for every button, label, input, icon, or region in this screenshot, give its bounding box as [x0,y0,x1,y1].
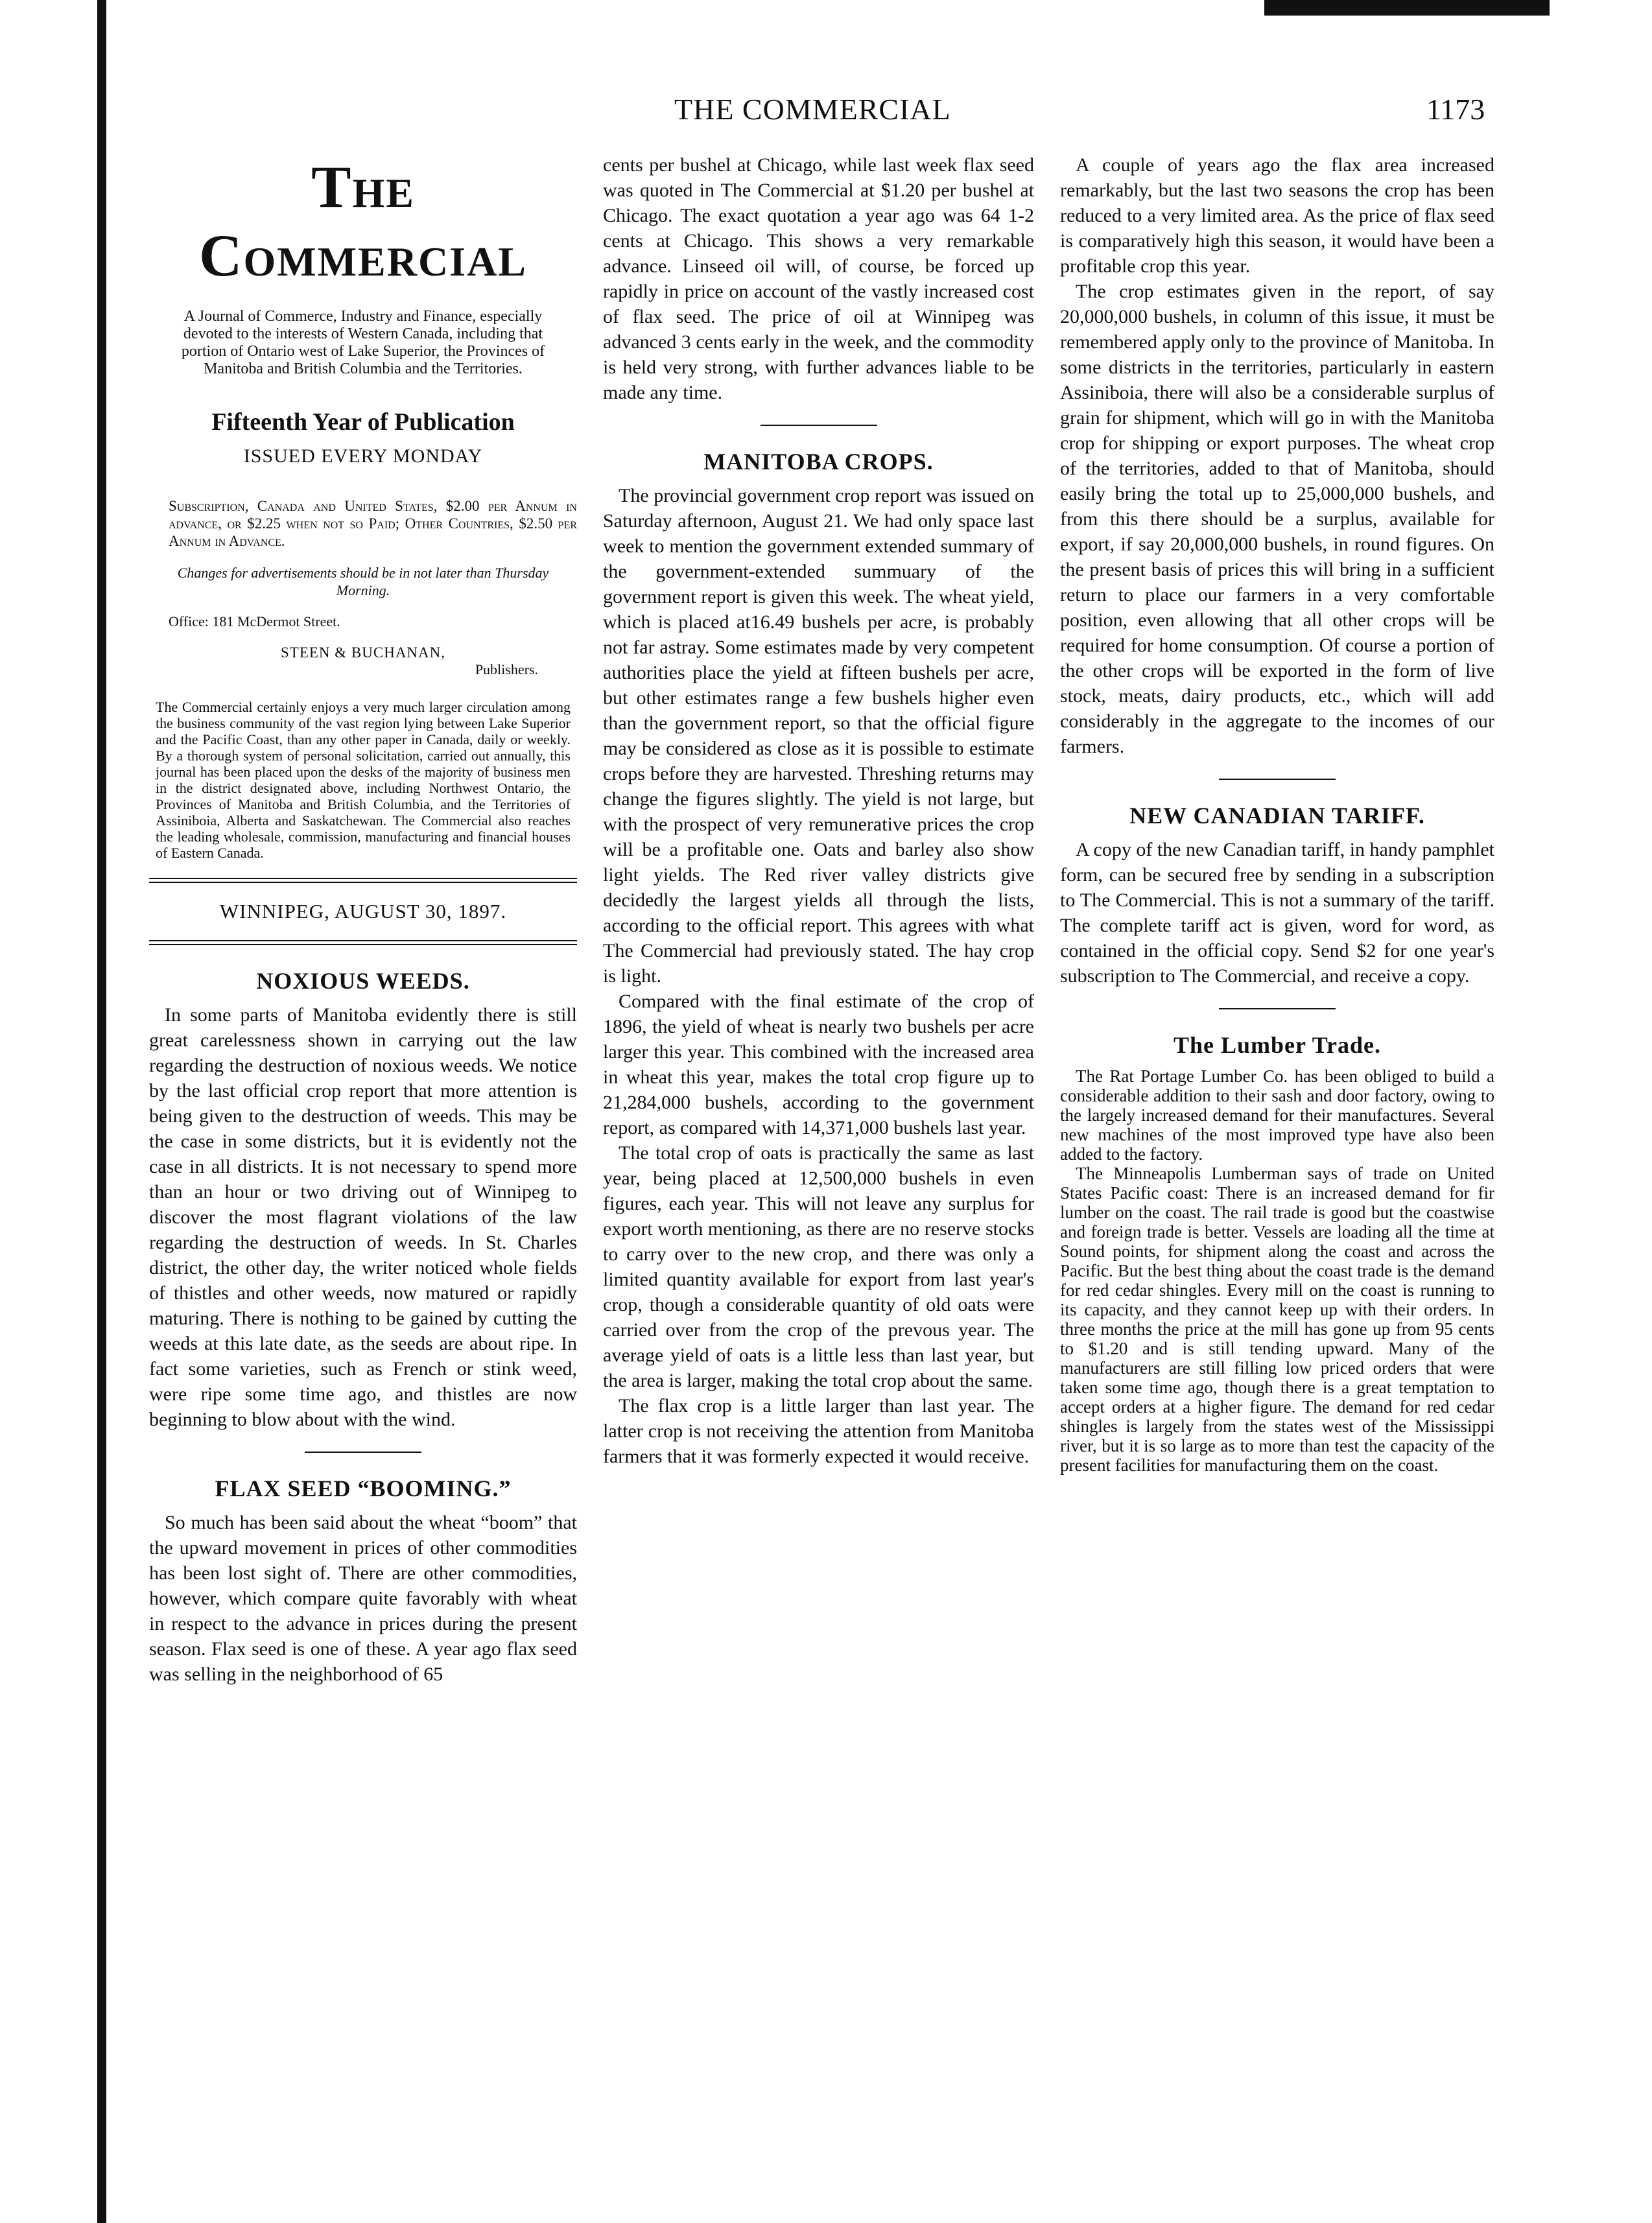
advertising-notice: Changes for advertisements should be in not later than Thursday Morning. [177,565,549,598]
page-number: 1173 [1426,93,1485,126]
article-tariff [1060,802,1494,1009]
article-paragraph: In some parts of Manitoba evidently there is still great carelessness shown in carrying out the law regarding the destruction of noxious weeds. We notice by the last official crop report that more attention is being given to the destruction of weeds. This may be the case in some districts, but it is evidently not the case in all districts. It is not necessary to spend more than an hour or two driving out of Winnipeg to discover the most flagrant violations of the law regarding the destruction of weeds. In St. Charles district, the other day, the writer noticed whole fields of thistles and other weeds, now matured or rapidly maturing. There is nothing to be gained by cutting the weeds at this late date, as the seeds are about ripe. In fact some varieties, such as French or stink weed, were ripe some time ago, and thistles are now beginning to blow about with the wind. [149,1004,577,1430]
divider [149,940,577,945]
office-address: Office: 181 McDermot Street. [169,613,340,629]
divider [761,425,877,426]
article-paragraph: The provincial government crop report was issued on Saturday afternoon, August 21. We had only space last week to mention the government extended summary of the government-extended summuary of the government report is given this week. The wheat yield, which is placed at16.49 bushels per acre, is probably not far astray. Some estimates made by very competent authorities place the yield at fifteen bushels per acre, but other estimates range a few bushels higher even than the government report, so that the official figure may be considered as close as it is possible to estimate crops before they are harvested. Threshing returns may change the figures slightly. The yield is not large, but with the prospect of very remunerative prices the crop will be a profitable one. Oats and barley also show light yields. The Red river valley districts give decidedly the largest yields all through the lists, according to the official report. This agrees with what The Commercial had previously stated. The hay crop is light. [603,485,1034,987]
column-3 [1060,152,1494,1475]
article-manitoba-crops [603,448,1034,1469]
issued-line: ISSUED EVERY MONDAY [243,445,483,467]
publishers-name: STEEN & BUCHANAN, [280,644,446,661]
article-lumber-trade [1060,1031,1494,1475]
article-heading: NOXIOUS WEEDS. [256,968,470,994]
article-heading: The Lumber Trade. [1173,1032,1382,1058]
divider [1219,779,1336,780]
circulation-statement: The Commercial certainly enjoys a very much larger circulation among the business community of the vast region lying between Lake Superior and the Pacific Coast, than any other paper in Canada, daily or weekly. By a thorough system of personal solicitation, carried out annually, this journal has been placed upon the desks of the majority of business men in the district designated above, including Northwest Ontario, the Provinces of Manitoba and British Columbia, and the Territories of Assiniboia, Alberta and Saskatchewan. The Commercial also reaches the leading wholesale, commission, manufacturing and financial houses of Eastern Canada. [156,699,571,861]
page-edge-line [97,0,106,2223]
article-paragraph: The Minneapolis Lumberman says of trade on United States Pacific coast: There is an increased demand for fir lumber on the coast. The rail trade is good but the coastwise and foreign trade is better. Vessels are loading all the time at Sound points, for shipment along the coast and across the Pacific. But the best thing about the coast trade is the demand for red cedar shingles. Every mill on the coast is running to its capacity, and they cannot keep up with their orders. In three months the price at the mill has gone up from 95 cents to $1.20 and is still tending upward. Many of the manufacturers are still filling low priced orders that were taken some time ago, though there is a great temptation to accept orders at a higher figure. The demand for red cedar shingles is largely from the states west of the Mississippi river, but it is so large as to more than test the capacity of the present facilities for manufacturing them on the coast. [1060,1164,1494,1475]
article-paragraph: Compared with the final estimate of the crop of 1896, the yield of wheat is nearly two bushels per acre larger this year. This combined with the increased area in wheat this year, makes the total crop figure up to 21,284,000 bushels, according to the government report, as compared with 14,371,000 bushels last year. [603,991,1034,1138]
article-paragraph: The crop estimates given in the report, of say 20,000,000 bushels, in column of this issue, it must be remembered apply only to the province of Manitoba. In some districts in the territories, particularly in eastern Assiniboia, there will also be a considerable surplus of grain for shipment, which will go in with the Manitoba crop for shipping or export purposes. The wheat crop of the territories, added to that of Manitoba, should easily bring the total up to 25,000,000 bushels, and from this there should be a surplus, available for export, if say 20,000,000 bushels, in round figures. On the present basis of prices this will bring in a sufficient return to place our farmers in a very comfortable position, even allowing that all other crops will be required for home consumption. Of course a portion of the other crops will be exported in the form of live stock, meats, dairy products, etc., which will add considerably in the aggregate to the incomes of our farmers. [1060,281,1494,757]
column-1 [149,152,577,1687]
running-head-title: THE COMMERCIAL [674,93,951,126]
masthead [149,152,577,945]
article-paragraph: The flax crop is a little larger than last year. The latter crop is not receiving the attention from Manitoba farmers that it was formerly expected it would receive. [603,1395,1034,1467]
running-head [0,92,1652,131]
article-paragraph: The Rat Portage Lumber Co. has been obliged to build a considerable addition to their sash and door factory, owing to the largely increased demand for their manufactures. Several new machines of the most improved type have also been added to the factory. [1060,1066,1494,1164]
dateline: WINNIPEG, AUGUST 30, 1897. [219,900,507,923]
article-heading: MANITOBA CROPS. [703,449,934,475]
publication-year: Fifteenth Year of Publication [211,408,515,436]
masthead-description: A Journal of Commerce, Industry and Finance, especially devoted to the interests of Western Canada, including that portion of Ontario west of Lake Superior, the Provinces of Manitoba and British Columbia and the Territories. [181,308,545,377]
scan-edge-bar [1264,0,1550,16]
article-flax-seed [149,1475,577,1687]
article-paragraph-continued: cents per bushel at Chicago, while last week flax seed was quoted in The Commercial at $1.20 per bushel at Chicago. The exact quotation a year ago was 64 1-2 cents at Chicago. This shows a very remarkable advance. Linseed oil will, of course, be forced up rapidly in price on account of the vastly increased cost of flax seed. The price of oil at Winnipeg was advanced 3 cents early in the week, and the commodity is held very strong, with further advances liable to be made any time. [603,154,1034,403]
divider [1219,1008,1336,1009]
article-paragraph: So much has been said about the wheat “boom” that the upward movement in prices of other commodities has been lost sight of. There are other commodities, however, which compare quite favorably with wheat in respect to the advance in prices during the present season. Flax seed is one of these. A year ago flax seed was selling in the neighborhood of 65 [149,1512,577,1685]
article-paragraph: A copy of the new Canadian tariff, in handy pamphlet form, can be secured free by sending in a subscription to The Commercial. This is not a summary of the tariff. The complete tariff act is given, word for word, as contained in the official copy. Send $2 for one year's subscription to The Commercial, and receive a copy. [1060,839,1494,987]
publishers-role: Publishers. [475,661,538,677]
article-paragraph: The total crop of oats is practically the same as last year, being placed at 12,500,000 bushels in even figures, each year. This will not leave any surplus for export worth mentioning, as there are no reserve stocks to carry over to the new crop, and there was only a limited quantity available for export from last year's crop, though a considerable quantity of old oats were carried over from the crop of the prevous year. The average yield of oats is a little less than last year, but the area is larger, making the total crop about the same. [603,1142,1034,1391]
column-2 [603,152,1034,1469]
article-heading: FLAX SEED “BOOMING.” [215,1476,512,1501]
subscription-terms: Subscription, Canada and United States, $2.00 per Annum in advance, or $2.25 when not so Paid; Other Countries, $2.50 per Annum in Advance. [169,498,577,549]
divider [305,1452,421,1453]
article-heading: NEW CANADIAN TARIFF. [1129,803,1425,829]
divider [149,878,577,883]
article-paragraph-continued: A couple of years ago the flax area increased remarkably, but the last two seasons the crop has been reduced to a very limited area. As the price of flax seed is comparatively high this season, it would have been a profitable crop this year. [1060,154,1494,277]
masthead-title: The Commercial [199,154,527,288]
article-noxious-weeds [149,967,577,1453]
